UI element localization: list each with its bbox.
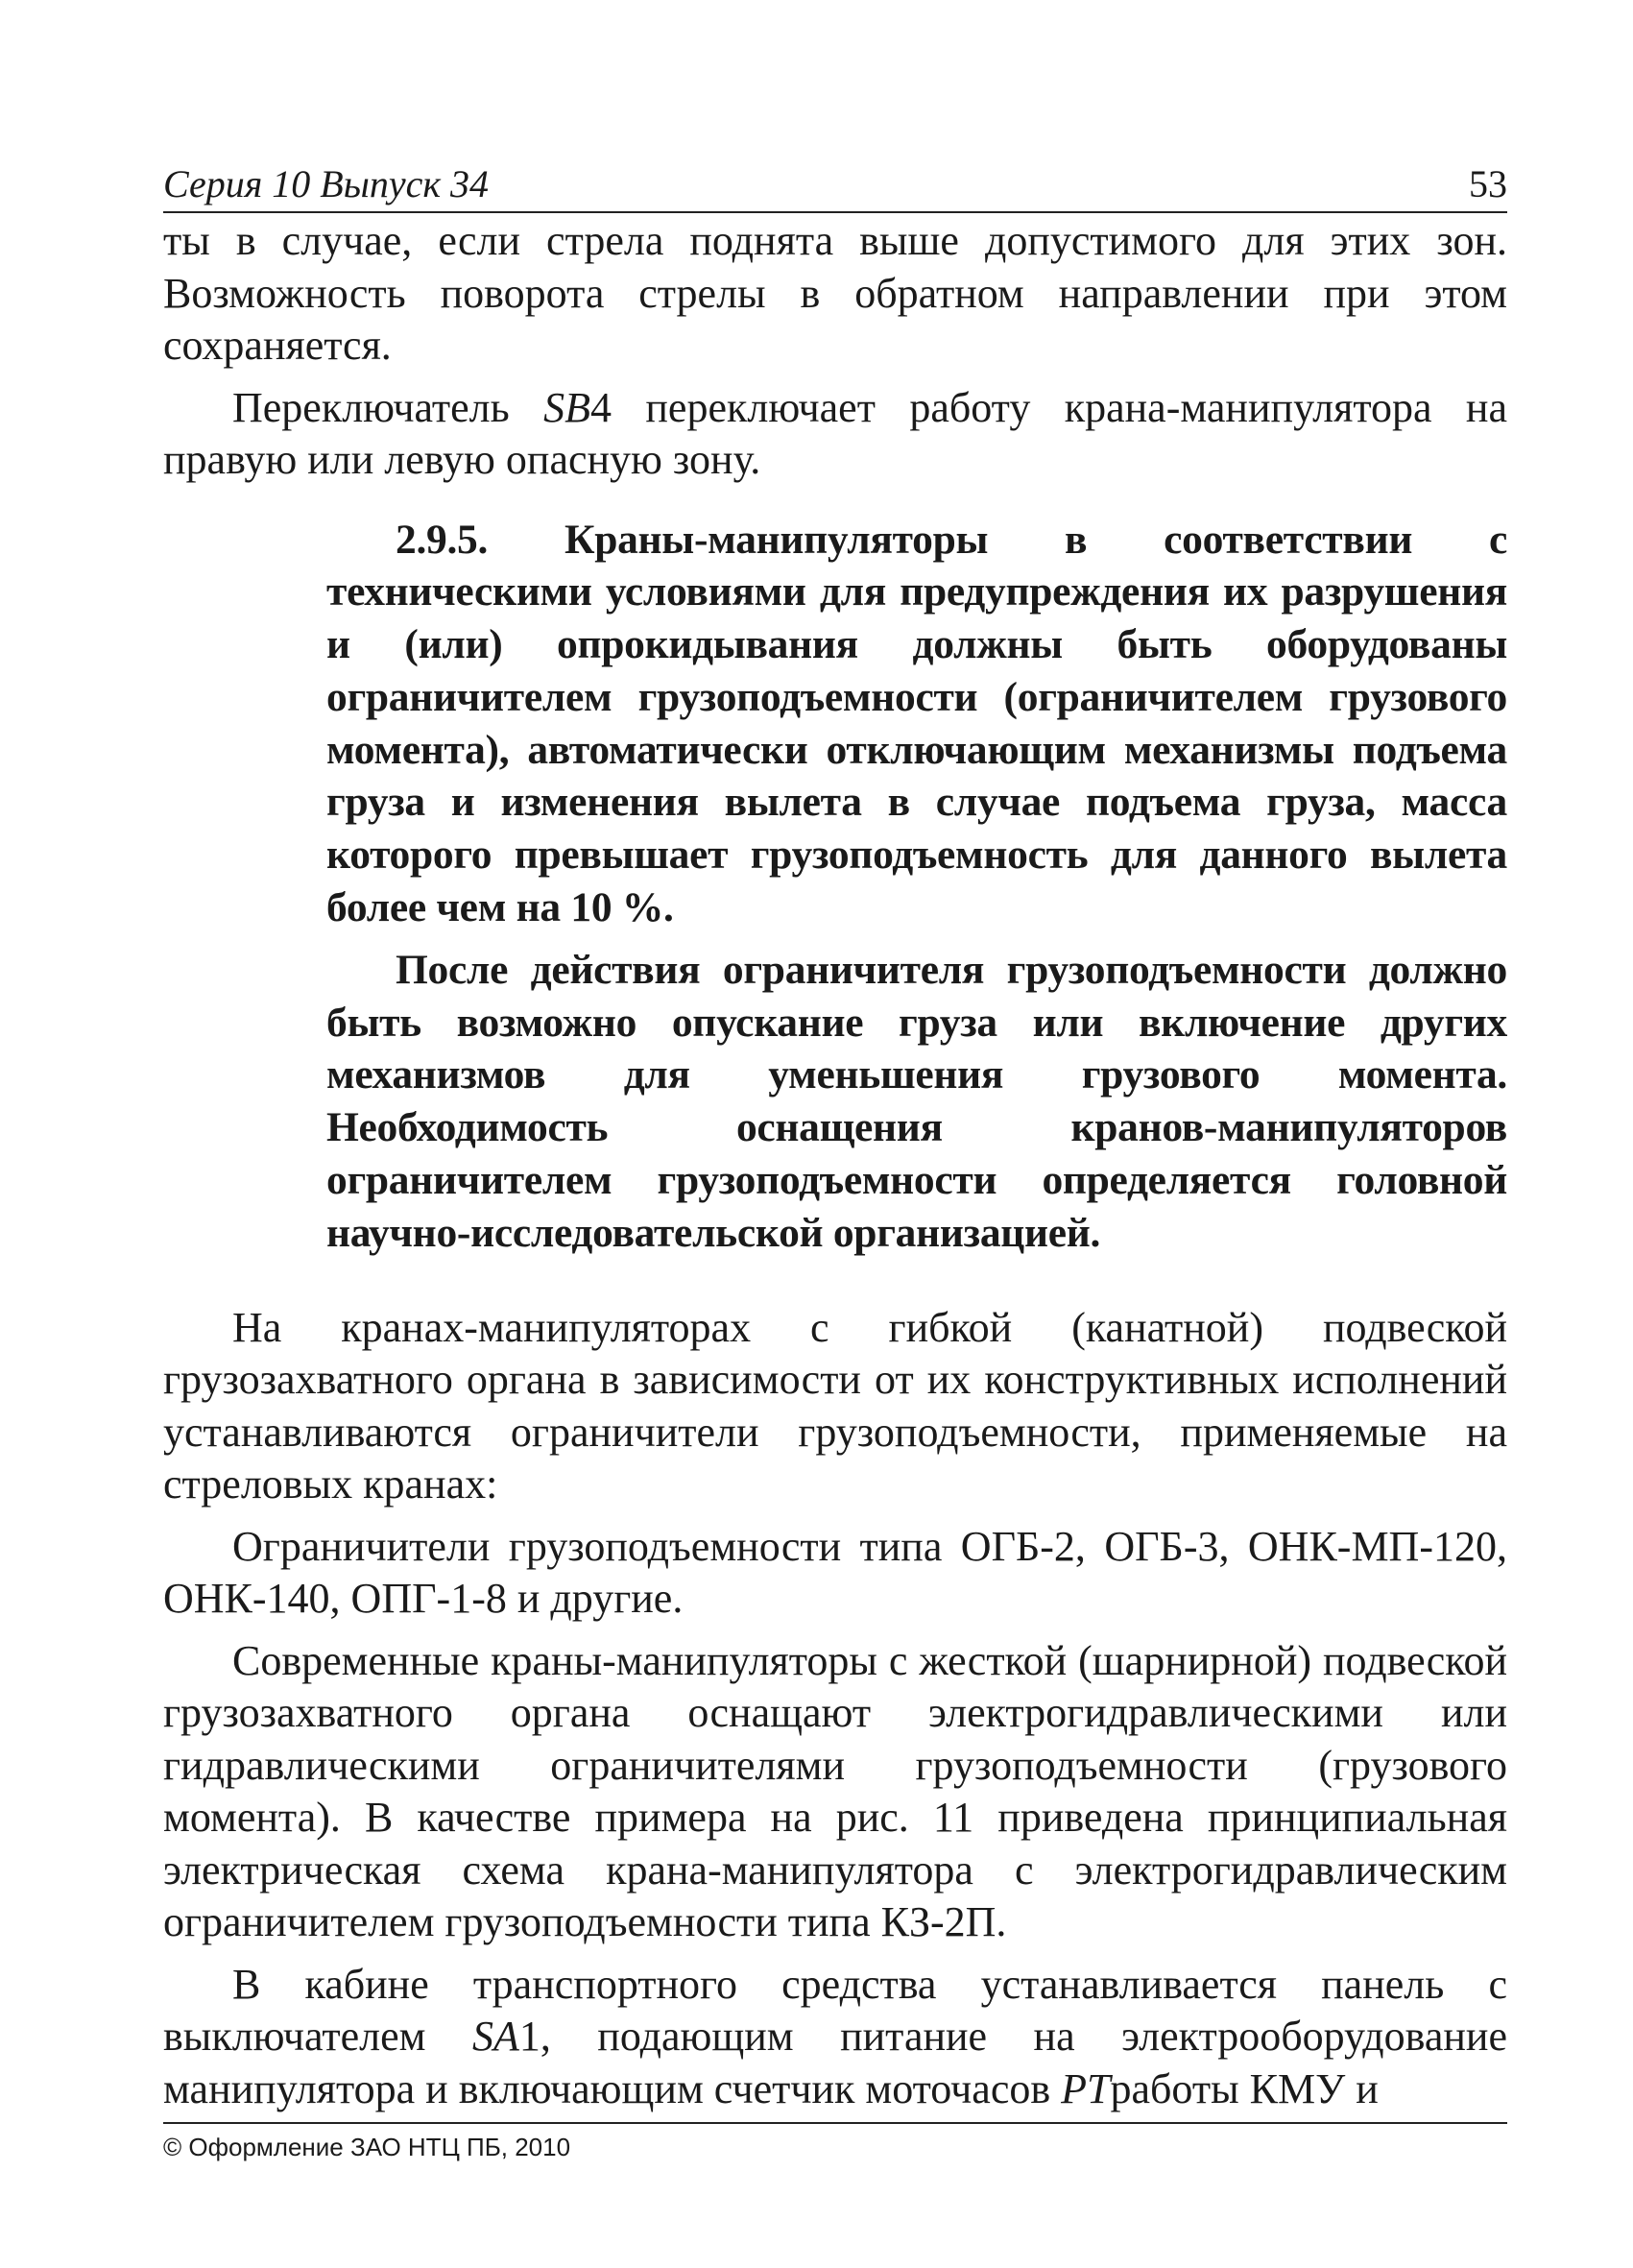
paragraph-flexible-suspension: На кранах-манипуляторах с гибкой (канатной) подвеской грузозахватного органа в зависимости от их конструктивных исполнений устанавливаются ограничители грузоподъемности, применяемые на стреловых кранах:: [163, 1303, 1507, 1508]
paragraph-text: В кабине транспортного средства устанавливается панель с выключателем: [163, 1960, 1507, 2061]
paragraph-continuation: ты в случае, если стрела поднята выше допустимого для этих зон. Возможность поворота стрелы в обратном направлении при этом сохраняется.: [163, 217, 1507, 369]
page-number: 53: [1469, 162, 1507, 205]
running-header: [163, 154, 1507, 213]
designation-sb: SB: [543, 383, 590, 431]
document-page: [163, 154, 1507, 2115]
page-body: [163, 215, 1507, 2115]
paragraph-text: 4 переключает работу крана-манипулятора на правую или левую опасную зону.: [163, 383, 1507, 483]
copyright-text: © Оформление ЗАО НТЦ ПБ, 2010: [163, 2133, 571, 2161]
paragraph-text: 1, подающим питание на электрооборудование манипулятора и включающим счетчик моточасов: [163, 2013, 1507, 2112]
paragraph-cabin-panel: [163, 1959, 1507, 2116]
designation-pt: PT: [1061, 2064, 1111, 2112]
paragraph-modern-cranes: Современные краны-манипуляторы с жесткой (шарнирной) подвеской грузозахватного органа оснащают электрогидравлическими или гидравлическими ограничителями грузоподъемности (грузового момента). В качестве примера на рис. 11 приведена принципиальная электрическая схема крана-манипулятора с электрогидравлическим ограничителем грузоподъемности типа КЗ-2П.: [163, 1636, 1507, 1946]
designation-sa: SA: [471, 2013, 519, 2061]
clause-2-9-5: 2.9.5. Краны-манипуляторы в соответствии с техническими условиями для предупреждения их разрушения и (или) опрокидывания должны быть оборудованы ограничителем грузоподъемности (ограничителем грузового момента), автоматически отключающим механизмы подъема груза и изменения вылета в случае подъема груза, масса которого превышает грузоподъемность для данного вылета более чем на 10 %.: [326, 516, 1507, 931]
paragraph-switch-sb4: [163, 382, 1507, 487]
series-title: Серия 10 Выпуск 34: [163, 162, 490, 205]
paragraph-text: работы КМУ и: [1110, 2064, 1379, 2112]
paragraph-text: Переключатель: [232, 383, 544, 431]
paragraph-limiter-types: Ограничители грузоподъемности типа ОГБ-2, ОГБ-3, ОНК-МП-120, ОНК-140, ОПГ-1-8 и другие.: [163, 1522, 1507, 1623]
page-footer: [163, 2122, 1507, 2162]
clause-after-limiter: После действия ограничителя грузоподъемности должно быть возможно опускание груза или включение других механизмов для уменьшения грузового момента. Необходимость оснащения кранов-манипуляторов ограничителем грузоподъемности определяется головной научно-исследовательской организацией.: [326, 946, 1507, 1256]
